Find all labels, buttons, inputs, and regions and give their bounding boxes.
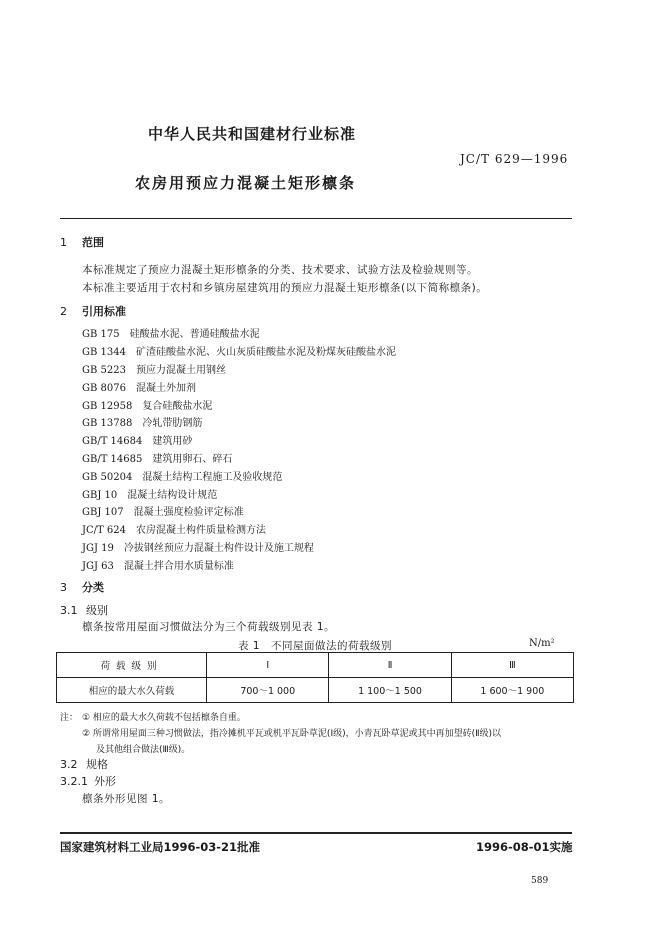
- standard-name: 建筑用卵石、碎石: [152, 454, 233, 465]
- standard-code: JGJ 19: [82, 543, 114, 554]
- standard-item: [82, 432, 192, 447]
- section-number: 2: [60, 305, 67, 318]
- section-number: 3: [60, 581, 67, 594]
- standard-item: [82, 539, 314, 554]
- standard-name: 混凝土强度检验评定标准: [133, 507, 244, 518]
- table-unit: N/m²: [529, 638, 555, 649]
- standard-name: 混凝土拌合用水质量标准: [123, 561, 234, 572]
- subsection-number: 3.1: [60, 604, 78, 617]
- note-1: ① 相应的最大水久荷载不包括檩条自重。: [82, 713, 246, 723]
- subsection-title: 级别: [86, 604, 108, 617]
- document-title: 农房用预应力混凝土矩形檩条: [135, 174, 357, 192]
- standard-name: 硅酸盐水泥、普通硅酸盐水泥: [129, 329, 260, 340]
- standard-item: [82, 557, 234, 572]
- table-header-cell: 荷载级别: [57, 653, 207, 678]
- header-divider: [60, 218, 572, 219]
- shape-paragraph: 檩条外形见图 1。: [82, 793, 171, 805]
- subsection-3-2-heading: [60, 756, 108, 772]
- section-title: 范围: [82, 236, 104, 249]
- footer-divider: [60, 832, 572, 834]
- subsection-3-2-1-heading: [60, 773, 116, 789]
- standard-item: [82, 468, 282, 483]
- scope-paragraph-2: 本标准主要适用于农村和乡镇房屋建筑用的预应力混凝土矩形檩条(以下简称檩条)。: [82, 282, 488, 294]
- standard-item: [82, 450, 232, 465]
- standard-code: GB 13788: [82, 418, 133, 429]
- standard-name: 混凝土结构工程施工及验收规范: [142, 472, 283, 483]
- standard-name: 冷轧带肋钢筋: [142, 418, 203, 429]
- table-cell: 相应的最大水久荷载: [57, 678, 207, 703]
- table-cell: 700～1 000: [207, 678, 329, 703]
- subsection-title: 规格: [86, 758, 108, 771]
- implementation-date: 1996-08-01实施: [476, 840, 573, 854]
- load-class-table: [56, 652, 574, 703]
- table-header-cell: Ⅲ: [451, 653, 573, 678]
- approval-line: 国家建筑材料工业局1996-03-21批准: [60, 840, 261, 854]
- table-cell: 1 100～1 500: [329, 678, 451, 703]
- standard-name: 复合硅酸盐水泥: [142, 401, 213, 412]
- standard-name: 冷拔钢丝预应力混凝土构件设计及施工规程: [123, 543, 314, 554]
- subsection-number: 3.2.1: [60, 775, 88, 788]
- table-header-row: [57, 653, 574, 678]
- standard-name: 混凝土结构设计规范: [127, 490, 218, 501]
- page-number: 589: [531, 876, 549, 886]
- standard-name: 建筑用砂: [152, 436, 193, 447]
- scope-paragraph-1: 本标准规定了预应力混凝土矩形檩条的分类、技术要求、试验方法及检验规则等。: [82, 264, 478, 276]
- issuing-organization: 中华人民共和国建材行业标准: [148, 125, 357, 143]
- standard-item: [82, 343, 396, 358]
- standard-name: 矿渣硅酸盐水泥、火山灰质硅酸盐水泥及粉煤灰硅酸盐水泥: [135, 347, 396, 358]
- standard-code: GB/T 14685: [82, 454, 143, 465]
- note-label: 注：: [60, 713, 79, 723]
- note-2-line-2: 及其他组合做法(Ⅲ级)。: [96, 745, 191, 755]
- section-1-heading: [60, 234, 104, 250]
- standard-code: JC/T 629—1996: [460, 152, 569, 166]
- section-3-heading: [60, 579, 104, 595]
- standard-item: [82, 325, 260, 340]
- section-title: 引用标准: [82, 305, 126, 318]
- standard-code: GB 5223: [82, 365, 126, 376]
- subsection-title: 外形: [94, 775, 116, 788]
- standard-name: 预应力混凝土用钢丝: [135, 365, 226, 376]
- subsection-3-1-heading: [60, 602, 108, 618]
- table-cell: 1 600～1 900: [451, 678, 573, 703]
- classification-paragraph: 檩条按常用屋面习惯做法分为三个荷载级别见表 1。: [82, 621, 336, 633]
- standard-item: [82, 521, 266, 536]
- standard-code: GB 8076: [82, 383, 126, 394]
- standard-code: GB 12958: [82, 401, 133, 412]
- standard-name: 农房混凝土构件质量检测方法: [135, 525, 266, 536]
- standard-item: [82, 414, 202, 429]
- standard-item: [82, 486, 217, 501]
- standard-item: [82, 379, 196, 394]
- note-2-line-1: ② 所谓常用屋面三种习惯做法，指冷摊机平瓦或机平瓦卧草泥(Ⅰ级)，小青瓦卧草泥或其中再加望砖(Ⅱ级)以: [82, 729, 502, 739]
- standard-code: JC/T 624: [82, 525, 126, 536]
- standard-item: [82, 503, 244, 518]
- section-2-heading: [60, 303, 126, 319]
- standard-item: [82, 361, 226, 376]
- standard-code: GBJ 10: [82, 490, 118, 501]
- table-header-cell: Ⅱ: [329, 653, 451, 678]
- section-title: 分类: [82, 581, 104, 594]
- standard-item: [82, 397, 212, 412]
- standard-code: GB 50204: [82, 472, 133, 483]
- subsection-number: 3.2: [60, 758, 78, 771]
- table-caption: 表 1 不同屋面做法的荷载级别: [238, 640, 393, 652]
- standard-code: JGJ 63: [82, 561, 114, 572]
- standard-code: GBJ 107: [82, 507, 124, 518]
- table-row: [57, 678, 574, 703]
- standard-code: GB 1344: [82, 347, 126, 358]
- section-number: 1: [60, 236, 67, 249]
- standard-code: GB 175: [82, 329, 120, 340]
- table-header-cell: Ⅰ: [207, 653, 329, 678]
- standard-code: GB/T 14684: [82, 436, 143, 447]
- standard-name: 混凝土外加剂: [135, 383, 196, 394]
